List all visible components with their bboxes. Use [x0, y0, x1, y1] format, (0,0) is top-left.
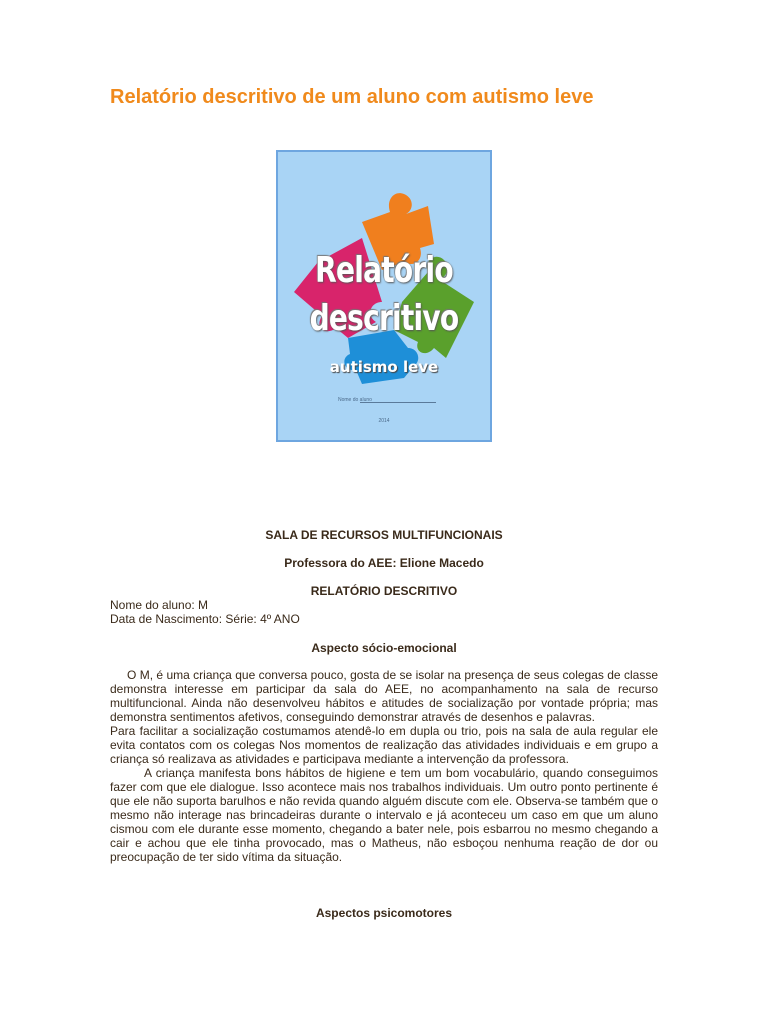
- puzzle-pieces-graphic: [278, 152, 490, 440]
- cover-title-line1: Relatório: [315, 250, 453, 291]
- heading-aspectos-psicomotores: Aspectos psicomotores: [315, 906, 453, 920]
- cover-year: 2014: [378, 418, 390, 424]
- cover-name-label: Nome do aluno: [338, 397, 372, 403]
- cover-subtitle: autismo leve: [329, 358, 439, 376]
- page-title: Relatório descritivo de um aluno com autismo leve: [110, 86, 594, 108]
- paragraph-2: Para facilitar a socialização costumamos atendê-lo em dupla ou trio, pois na sala de aula regular ele evita contatos com os colegas Nos momentos de realização das atividades individuais e em grupo a criança só realizava as atividades e participava mediante a intervenção da professora.: [110, 724, 658, 766]
- cover-image: [276, 150, 492, 442]
- paragraph-3: A criança manifesta bons hábitos de higiene e tem um bom vocabulário, quando conseguimos fazer com que ele dialogue. Isso acontece mais nos trabalhos individuais. Um outro ponto pertinente é que ele não suporta barulhos e não revida quando alguém discute com ele. Observa-se também que o mesmo não interage nas brincadeiras durante o intervalo e já aconteceu um caso em que um aluno cismou com ele durante esse momento, chegando a bater nele, pois esbarrou no mesmo chegando a cair e achou que ele tinha provocado, mas o Matheus, não esboçou nenhuma reação de dor ou preocupação de ter sido vítima da situação.: [110, 766, 658, 864]
- cover-name-line: [360, 402, 436, 403]
- cover-title-line2: descritivo: [309, 298, 459, 339]
- paragraph-1: O M, é uma criança que conversa pouco, gosta de se isolar na presença de seus colegas de classe demonstra interesse em participar da sala do AEE, no acompanhamento na sala de recurso multifuncional. Ainda não desenvolveu hábitos e atitudes de socialização por vontade própria; mas demonstra sentimentos afetivos, conseguindo demonstrar através de desenhos e palavras.: [110, 668, 658, 724]
- student-info: [110, 598, 300, 626]
- report-body: [110, 668, 658, 864]
- student-name: Nome do aluno: M: [110, 598, 209, 612]
- heading-relatorio: RELATÓRIO DESCRITIVO: [310, 584, 458, 598]
- student-birth-grade: Data de Nascimento: Série: 4º ANO: [110, 612, 300, 626]
- heading-sala: SALA DE RECURSOS MULTIFUNCIONAIS: [265, 528, 503, 542]
- heading-aspecto-socio-emocional: Aspecto sócio-emocional: [311, 641, 457, 655]
- heading-professora: Professora do AEE: Elione Macedo: [284, 556, 484, 570]
